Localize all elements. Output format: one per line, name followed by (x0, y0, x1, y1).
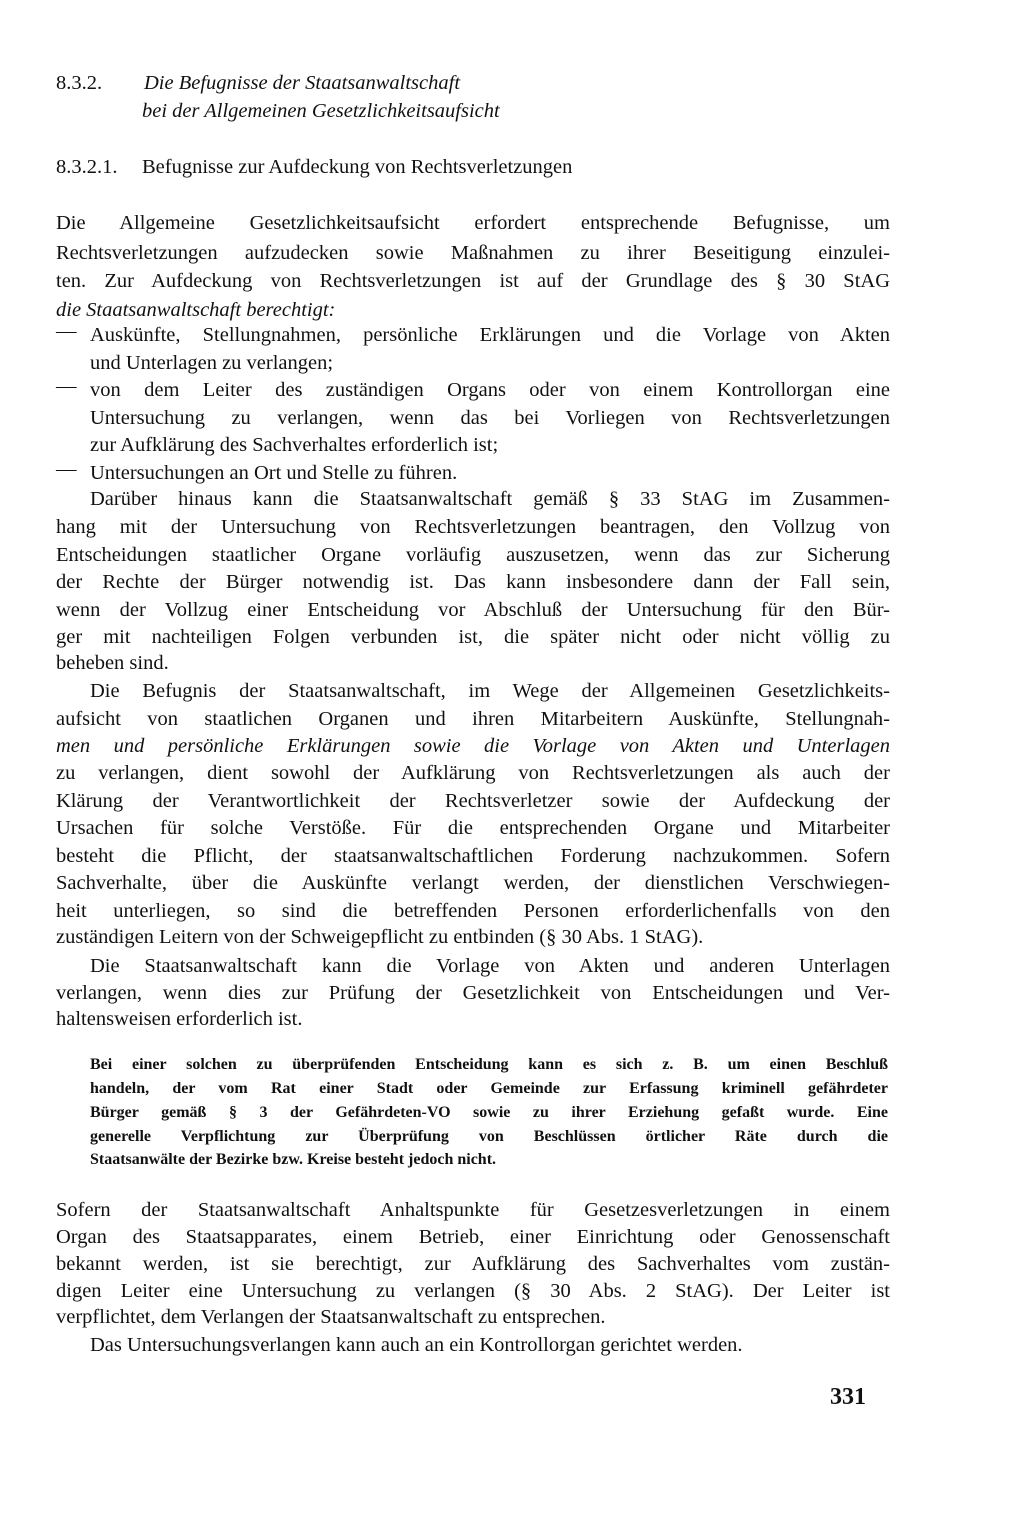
text-line: Organ des Staatsapparates, einem Betrieb, einer Einrichtung oder Genossenschaft (56, 1226, 890, 1248)
text-line: der Rechte der Bürger notwendig ist. Das kann insbesondere dann der Fall sein, (56, 571, 890, 593)
text-line: Die Allgemeine Gesetzlichkeitsaufsicht erfordert entsprechende Befugnisse, um (56, 212, 890, 234)
list-item-line: und Unterlagen zu verlangen; (90, 352, 334, 374)
note-line: Bei einer solchen zu überprüfenden Entscheidung kann es sich z. B. um einen Beschluß (90, 1056, 888, 1073)
text-line: digen Leiter eine Untersuchung zu verlangen (§ 30 Abs. 2 StAG). Der Leiter ist (56, 1280, 890, 1302)
text-line: besteht die Pflicht, der staatsanwaltschaftlichen Forderung nachzukommen. Sofern (56, 845, 890, 867)
text-line: ger mit nachteiligen Folgen verbunden ist, die später nicht oder nicht völlig zu (56, 626, 890, 648)
section-title-line2: bei der Allgemeinen Gesetzlichkeitsaufsicht (142, 100, 500, 122)
text-line: verpflichtet, dem Verlangen der Staatsanwaltschaft zu entsprechen. (56, 1306, 606, 1328)
section-title-line1: Die Befugnisse der Staatsanwaltschaft (144, 72, 461, 94)
text-line: beheben sind. (56, 652, 169, 674)
text-line: haltensweisen erforderlich ist. (56, 1008, 303, 1030)
note-line: handeln, der vom Rat einer Stadt oder Gemeinde zur Erfassung kriminell gefährdeter (90, 1080, 888, 1097)
text-line: zuständigen Leitern von der Schweigepflicht zu entbinden (§ 30 Abs. 1 StAG). (56, 926, 704, 948)
list-item-line: Untersuchung zu verlangen, wenn das bei Vorliegen von Rechtsverletzungen (90, 407, 890, 429)
text-line: Sofern der Staatsanwaltschaft Anhaltspunkte für Gesetzesverletzungen in einem (56, 1199, 890, 1221)
page-number: 331 (830, 1384, 866, 1410)
text-line: Das Untersuchungsverlangen kann auch an ein Kontrollorgan gerichtet werden. (90, 1334, 743, 1356)
text-line: zu verlangen, dient sowohl der Aufklärung von Rechtsverletzungen als auch der (56, 762, 890, 784)
text-line: Darüber hinaus kann die Staatsanwaltschaft gemäß § 33 StAG im Zusammen- (90, 488, 890, 510)
text-line: die Staatsanwaltschaft berechtigt: (56, 299, 336, 321)
text-line: verlangen, wenn dies zur Prüfung der Gesetzlichkeit von Entscheidungen und Ver- (56, 982, 890, 1004)
text-line: ten. Zur Aufdeckung von Rechtsverletzungen ist auf der Grundlage des § 30 StAG (56, 270, 890, 292)
list-item-line: zur Aufklärung des Sachverhaltes erforderlich ist; (90, 434, 499, 456)
text-line: Sachverhalte, über die Auskünfte verlangt werden, der dienstlichen Verschwiegen- (56, 872, 890, 894)
bullet-dash: — (56, 458, 77, 480)
list-item-line: Auskünfte, Stellungnahmen, persönliche Erklärungen und die Vorlage von Akten (90, 324, 890, 346)
text-line: aufsicht von staatlichen Organen und ihren Mitarbeitern Auskünfte, Stellungnah- (56, 708, 890, 730)
text-line: Entscheidungen staatlicher Organe vorläufig auszusetzen, wenn das zur Sicherung (56, 544, 890, 566)
subsection-number: 8.3.2.1. (56, 156, 118, 178)
bullet-dash: — (56, 375, 77, 397)
text-line: men und persönliche Erklärungen sowie die Vorlage von Akten und Unterlagen (56, 735, 890, 757)
subsection-heading-8-3-2-1 (56, 154, 572, 180)
text-line: heit unterliegen, so sind die betreffenden Personen erforderlichenfalls von den (56, 900, 890, 922)
bullet-dash: — (56, 320, 77, 342)
text-line: Die Staatsanwaltschaft kann die Vorlage von Akten und anderen Unterlagen (90, 955, 890, 977)
list-item-line: von dem Leiter des zuständigen Organs oder von einem Kontrollorgan eine (90, 379, 890, 401)
text-line: Die Befugnis der Staatsanwaltschaft, im Wege der Allgemeinen Gesetzlichkeits- (90, 680, 890, 702)
text-line: bekannt werden, ist sie berechtigt, zur Aufklärung des Sachverhaltes vom zustän- (56, 1253, 890, 1275)
section-heading-8-3-2 (56, 70, 460, 96)
note-line: Staatsanwälte der Bezirke bzw. Kreise besteht jedoch nicht. (90, 1151, 497, 1168)
note-line: generelle Verpflichtung zur Überprüfung von Beschlüssen örtlicher Räte durch die (90, 1128, 888, 1145)
subsection-title: Befugnisse zur Aufdeckung von Rechtsverletzungen (142, 156, 573, 178)
text-line: wenn der Vollzug einer Entscheidung vor Abschluß der Untersuchung für den Bür- (56, 599, 890, 621)
list-item-line: Untersuchungen an Ort und Stelle zu führen. (90, 462, 458, 484)
section-number: 8.3.2. (56, 72, 103, 94)
text-line: Klärung der Verantwortlichkeit der Rechtsverletzer sowie der Aufdeckung der (56, 790, 890, 812)
note-line: Bürger gemäß § 3 der Gefährdeten-VO sowie zu ihrer Erziehung gefaßt wurde. Eine (90, 1104, 888, 1121)
text-line: Rechtsverletzungen aufzudecken sowie Maßnahmen zu ihrer Beseitigung einzulei- (56, 242, 890, 264)
text-line: hang mit der Untersuchung von Rechtsverletzungen beantragen, den Vollzug von (56, 516, 890, 538)
text-line: Ursachen für solche Verstöße. Für die entsprechenden Organe und Mitarbeiter (56, 817, 890, 839)
